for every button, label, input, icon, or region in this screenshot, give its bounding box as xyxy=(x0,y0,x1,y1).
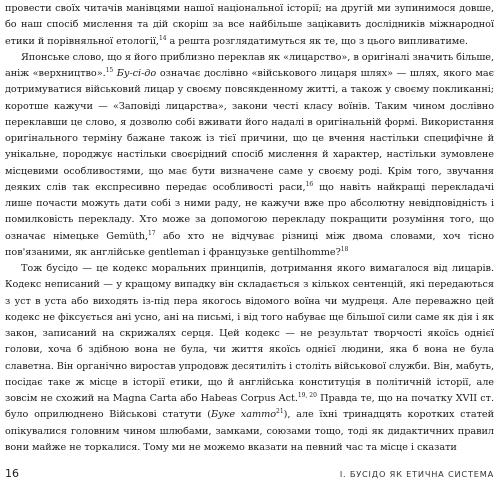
text-run: означає дослівно «військового лицаря шлях» — шлях, якого має дотримуватися військовий лицар у своєму повсякденному житті, а також у своєму покликанні; коротше кажучи — «Заповіді лицарства», закони честі класу воїнів. Таким чином дослівно переклавши це слово, я дозволю собі вживати його надалі в оригінальній формі. Використання оригінального терміну бажане також із тієї причини, що це вчення настільки специфічне й унікальне, породжує настільки своєрідний спосіб мислення й характер, настільки зумовлене місцевими особливостями, що має бути визначене саме у своєму роді. Крім того, звучання деяких слів так експресивно передає особливості раси, xyxy=(5,68,494,193)
text-run: що навіть найкращі перекладачі лише почасти можуть дати собі з ними раду, не кажучи вже про абсолютну невідповідність і помилковість перекладу. Хто може за допомогою перекладу покращити розуміння того, що означає німецьке Gemüth, xyxy=(5,181,494,242)
body-text xyxy=(5,1,494,456)
footnote-marker[interactable]: 16 xyxy=(305,180,314,188)
page-number: 16 xyxy=(5,467,19,480)
text-run: або хто не відчуває різниці між двома словами, хоч тісно пов'язаними, як англійське gentleman і французьке gentilhomme? xyxy=(5,230,495,258)
footnote-marker[interactable]: 17 xyxy=(148,229,156,237)
text-run: а решта розглядатимуться як те, що з цього випливатиме. xyxy=(166,35,468,47)
text-run: ), але їхні тринадцять коротких статей опікувалися головним чином шлюбами, замками, союзами тощо, тоді як дидактичних правил вони майже не торкалися. Тому ми не можемо вказати на певний час та місце і сказати xyxy=(5,409,494,453)
running-head: І. БУСІДО ЯК ЕТИЧНА СИСТЕМА xyxy=(339,469,494,479)
italic-term: Буке хатто xyxy=(211,409,277,421)
footnote-marker[interactable]: 14 xyxy=(158,34,167,42)
paragraph xyxy=(5,1,494,50)
footnote-marker[interactable]: 18 xyxy=(340,245,349,253)
text-run: провести своїх читачів манівцями нашої національної історії; на другій ми зупинимося довше, бо наш спосіб мислення та дій скоріш за все найбільше зацікавить дослідників міжнародної етики й порівняльної етології, xyxy=(5,3,494,47)
text-run: Тож бусідо — це кодекс моральних принципів, дотримання якого вимагалося від лицарів. Кодекс неписаний — у кращому випадку він складається з кількох сентенцій, які передаються з уст в уста або виходять із-під пера якогось відомого воїна чи мудреця. Але переважно цей кодекс не фіксується ані усно, ані на письмі, і від того набуває ще більшої сили саме як дія і як закон, записаний на скрижалях серця. Цей кодекс — не результат творчості якоїсь однієї голови, хоча б здібною вона не була, чи життя якоїсь однієї людини, яка б вона не була славетна. Він органічно виростав упродовж десятиліть і століть військової служби. Він, мабуть, посідає таке ж місце в історії етики, що й англійська конституція в політичній історії, але зовсім не схожий на Magna Carta або Habeas Corpus Act. xyxy=(5,263,494,404)
paragraph xyxy=(5,50,494,261)
footnote-marker[interactable]: 15 xyxy=(105,67,114,74)
footnote-marker[interactable]: 19, 20 xyxy=(297,392,317,399)
text-run: Японське слово, що я його приблизно переклав як «лицарство», в оригіналі значить більше, аніж «верхництво». xyxy=(5,51,495,79)
footnote-marker[interactable]: 21 xyxy=(276,408,284,416)
italic-term: Бу-сі-до xyxy=(113,68,157,79)
text-run: Правда те, що на початку XVII ст. було оприлюднено Військові статути ( xyxy=(5,393,494,421)
paragraph xyxy=(5,261,494,456)
